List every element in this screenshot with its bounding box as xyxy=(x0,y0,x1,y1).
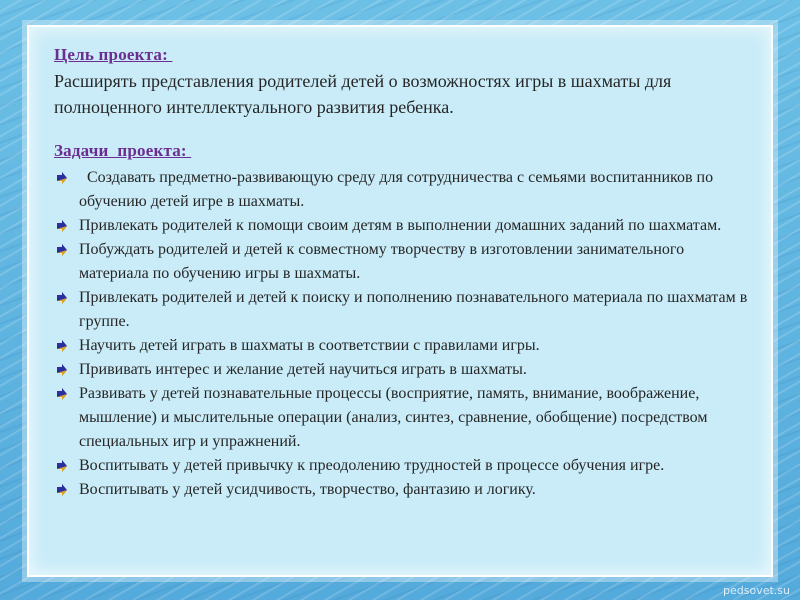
goal-heading: Цель проекта: xyxy=(54,45,173,64)
task-text: Научить детей играть в шахматы в соответствии с правилами игры. xyxy=(79,337,540,354)
arrow-bullet-icon xyxy=(56,340,68,352)
task-text: Побуждать родителей и детей к совместному творчеству в изготовлении занимательного материала по обучению игры в шахматы. xyxy=(79,241,685,282)
arrow-bullet-icon xyxy=(56,460,68,472)
arrow-bullet-icon xyxy=(56,292,68,304)
slide-content xyxy=(54,44,754,502)
list-item xyxy=(54,166,754,214)
list-item xyxy=(54,214,754,238)
arrow-bullet-icon xyxy=(56,388,68,400)
list-item xyxy=(54,478,754,502)
task-text: Привлекать родителей к помощи своим детям в выполнении домашних заданий по шахматам. xyxy=(79,217,722,234)
goal-text: Расширять представления родителей детей о возможностях игры в шахматы для полноценного интеллектуального развития ребенка. xyxy=(54,71,672,117)
watermark: pedsovet.su xyxy=(723,584,790,597)
list-item xyxy=(54,454,754,478)
arrow-bullet-icon xyxy=(56,172,68,184)
list-item xyxy=(54,382,754,454)
task-text: Прививать интерес и желание детей научиться играть в шахматы. xyxy=(79,361,527,378)
tasks-heading: Задачи проекта: xyxy=(54,141,192,160)
arrow-bullet-icon xyxy=(56,484,68,496)
arrow-bullet-icon xyxy=(56,244,68,256)
task-text: Воспитывать у детей усидчивость, творчество, фантазию и логику. xyxy=(79,481,536,498)
list-item xyxy=(54,286,754,334)
list-item xyxy=(54,358,754,382)
arrow-bullet-icon xyxy=(56,220,68,232)
list-item xyxy=(54,238,754,286)
arrow-bullet-icon xyxy=(56,364,68,376)
task-text: Создавать предметно-развивающую среду для сотрудничества с семьями воспитанников по обучению детей игре в шахматы. xyxy=(79,169,714,210)
task-text: Развивать у детей познавательные процессы (восприятие, память, внимание, воображение, мышление) и мыслительные операции (анализ, синтез, сравнение, обобщение) посредством специальных игр и упражнений. xyxy=(79,385,708,450)
task-text: Воспитывать у детей привычку к преодолению трудностей в процессе обучения игре. xyxy=(79,457,665,474)
task-list xyxy=(54,166,754,502)
task-text: Привлекать родителей и детей к поиску и пополнению познавательного материала по шахматам в группе. xyxy=(79,289,748,330)
list-item xyxy=(54,334,754,358)
